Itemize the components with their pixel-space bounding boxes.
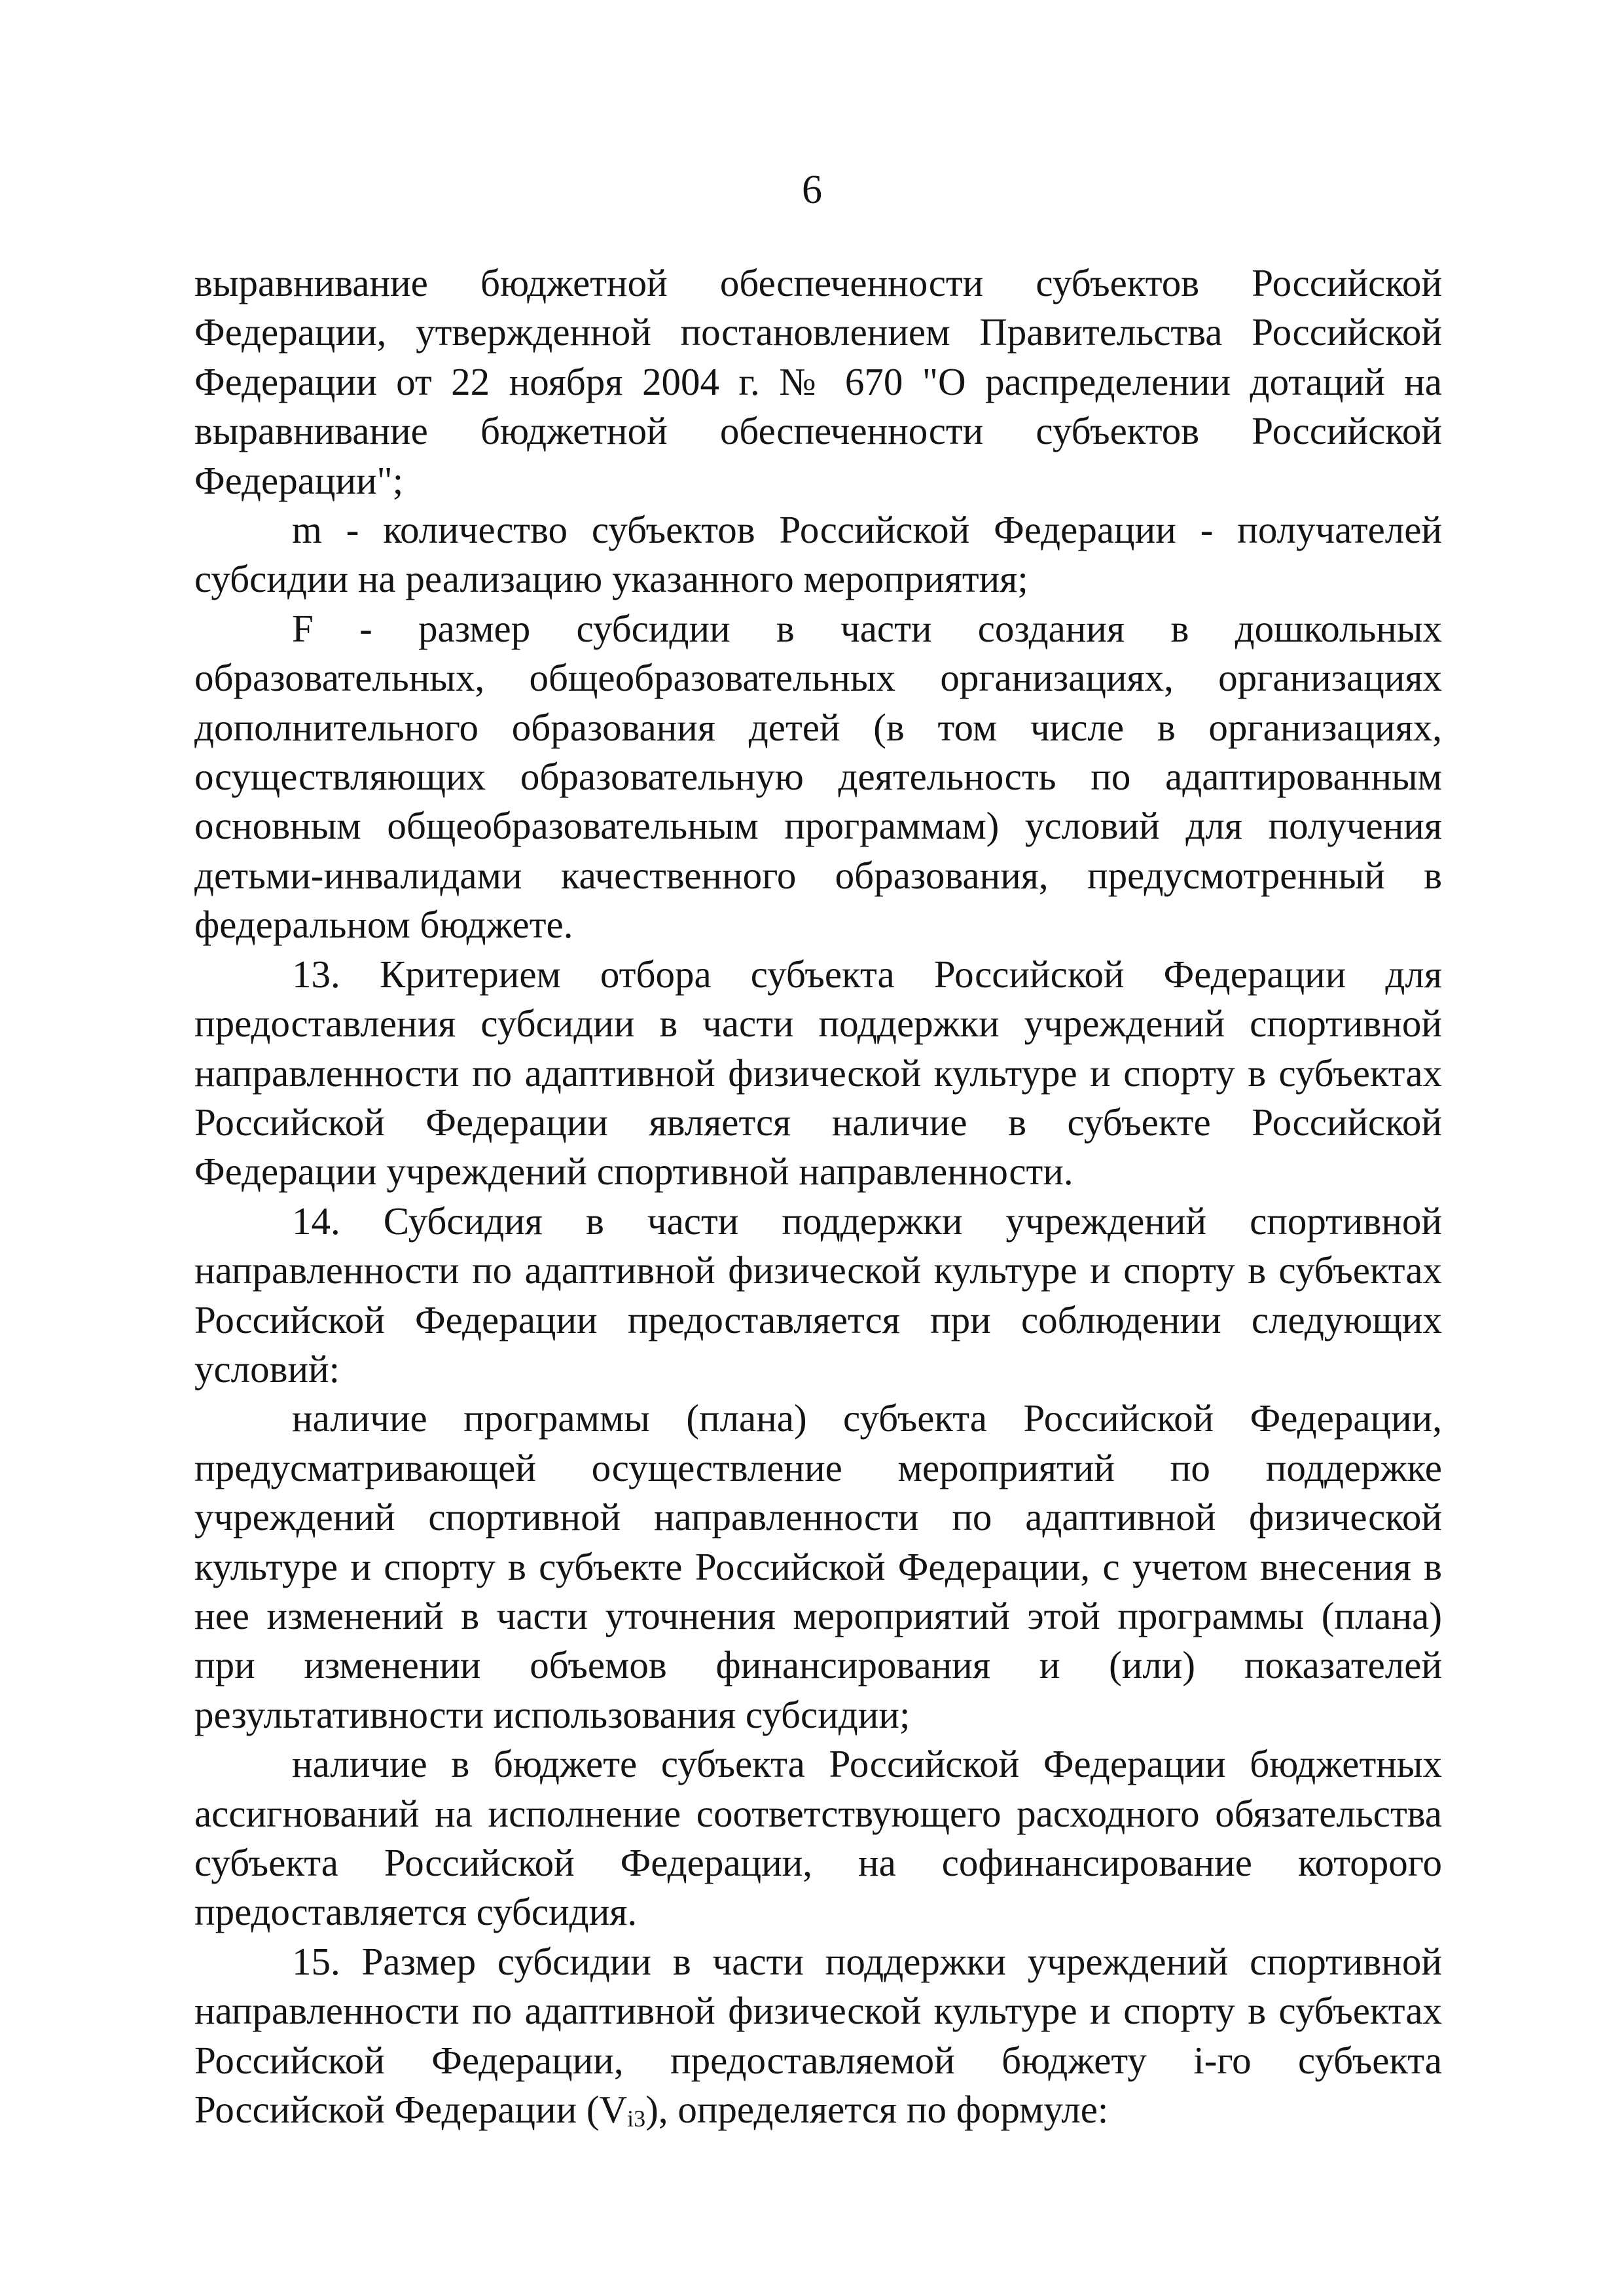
page-number: 6: [802, 168, 822, 212]
clause-15-text: 15. Размер субсидии в части поддержки учреждений спортивной направленности по адаптивной физической культуре и спорту в субъектах Российской Федерации, предоставляемой бюджету i-го субъекта Российской Федерации (V: [194, 1939, 1442, 2132]
document-body: [194, 259, 1442, 2134]
paragraph-m-definition: m - количество субъектов Российской Федерации - получателей субсидии на реализацию указанного мероприятия;: [194, 508, 1442, 601]
paragraph-f-definition: F - размер субсидии в части создания в дошкольных образовательных, общеобразовательных организациях, организациях дополнительного образования детей (в том числе в организациях, осуществляющих образовательную деятельность по адаптированным основным общеобразовательным программам) условий для получения детьми-инвалидами качественного образования, предусмотренный в федеральном бюджете.: [194, 606, 1442, 947]
paragraph-condition-program: наличие программы (плана) субъекта Российской Федерации, предусматривающей осуществление мероприятий по поддержке учреждений спортивной направленности по адаптивной физической культуре и спорту в субъекте Российской Федерации, с учетом внесения в нее изменений в части уточнения мероприятий этой программы (плана) при изменении объемов финансирования и (или) показателей результативности использования субсидии;: [194, 1396, 1442, 1736]
paragraph-condition-budget: наличие в бюджете субъекта Российской Федерации бюджетных ассигнований на исполнение соответствующего расходного обязательства субъекта Российской Федерации, на софинансирование которого предоставляется субсидия.: [194, 1742, 1442, 1934]
paragraph-clause-13: 13. Критерием отбора субъекта Российской Федерации для предоставления субсидии в части поддержки учреждений спортивной направленности по адаптивной физической культуре и спорту в субъектах Российской Федерации является наличие в субъекте Российской Федерации учреждений спортивной направленности.: [194, 952, 1442, 1194]
paragraph-formula-legend-continued: выравнивание бюджетной обеспеченности субъектов Российской Федерации, утвержденной постановлением Правительства Российской Федерации от 22 ноября 2004 г. № 670 "О распределении дотаций на выравнивание бюджетной обеспеченности субъектов Российской Федерации";: [194, 261, 1442, 502]
clause-15-ending: ), определяется по формуле:: [645, 2088, 1109, 2132]
paragraph-clause-15: [194, 1937, 1442, 2135]
paragraph-clause-14: 14. Субсидия в части поддержки учреждений спортивной направленности по адаптивной физической культуре и спорту в субъектах Российской Федерации предоставляется при соблюдении следующих условий:: [194, 1199, 1442, 1391]
formula-subscript: i3: [627, 2105, 646, 2132]
